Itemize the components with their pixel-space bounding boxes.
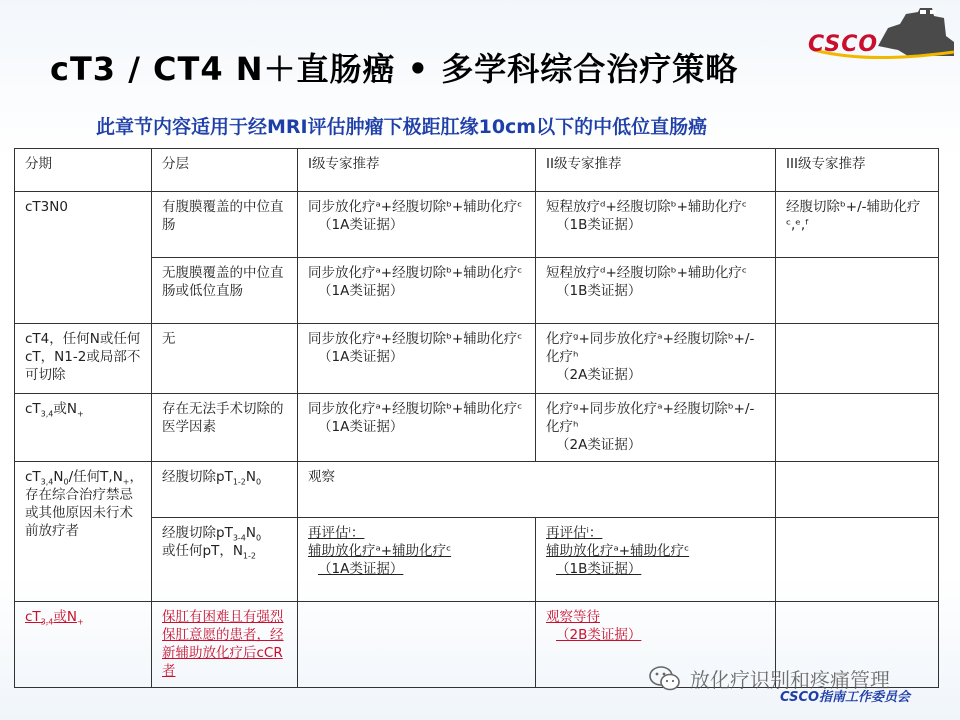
level1-cell — [298, 192, 536, 258]
evidence-text: （1B类证据） — [556, 283, 642, 299]
level2-cell — [536, 258, 776, 324]
level1-cell — [298, 394, 536, 462]
treatment-table — [14, 148, 939, 688]
evidence-text: （1A类证据） — [318, 561, 404, 577]
header-level2: II级专家推荐 — [536, 149, 776, 192]
rec-text: 辅助放化疗ᵃ+辅助化疗ᶜ — [546, 543, 690, 559]
evidence-text: （2B类证据） — [556, 627, 642, 643]
watermark-text: 放化疗识别和疼痛管理 — [690, 668, 890, 692]
level3-cell — [776, 324, 939, 394]
header-level3: III级专家推荐 — [776, 149, 939, 192]
level3-cell — [776, 394, 939, 462]
header-layer: 分层 — [152, 149, 298, 192]
table-row — [15, 324, 939, 394]
rec-text: 同步放化疗ᵃ+经腹切除ᵇ+辅助化疗ᶜ — [308, 199, 523, 215]
level2-cell — [536, 394, 776, 462]
rec-text: 观察等待 — [546, 609, 600, 625]
level3-cell — [776, 518, 939, 602]
rec-text: 短程放疗ᵈ+经腹切除ᵇ+辅助化疗ᶜ — [546, 265, 747, 281]
stage-cell: $cT_{3,4}$或$N_+$ — [15, 602, 152, 688]
evidence-text: （2A类证据） — [556, 367, 642, 383]
layer-cell: 有腹膜覆盖的中位直肠 — [152, 192, 298, 258]
evidence-text: （1A类证据） — [318, 349, 404, 365]
rec-text: 化疗ᵍ+同步放化疗ᵃ+经腹切除ᵇ+/-化疗ʰ — [546, 331, 755, 365]
layer-cell: 经腹切除$pT_{3-4}N_0$ 或任何pT，$N_{1-2}$ — [152, 518, 298, 602]
slide-title: cT3 / CT4 N＋直肠癌 • 多学科综合治疗策略 — [50, 50, 739, 88]
layer-cell: 无腹膜覆盖的中位直肠或低位直肠 — [152, 258, 298, 324]
header-stage: 分期 — [15, 149, 152, 192]
level3-cell — [776, 258, 939, 324]
layer-cell: 保肛有困难且有强烈保肛意愿的患者，经新辅助放化疗后cCR者 — [152, 602, 298, 688]
rec-text: 同步放化疗ᵃ+经腹切除ᵇ+辅助化疗ᶜ — [308, 401, 523, 417]
wechat-icon — [648, 664, 682, 694]
evidence-text: （1B类证据） — [556, 217, 642, 233]
level2-cell — [536, 192, 776, 258]
layer-cell: 存在无法手术切除的医学因素 — [152, 394, 298, 462]
evidence-text: （1A类证据） — [318, 419, 404, 435]
rec-text: 短程放疗ᵈ+经腹切除ᵇ+辅助化疗ᶜ — [546, 199, 747, 215]
rec-text: 同步放化疗ᵃ+经腹切除ᵇ+辅助化疗ᶜ — [308, 265, 523, 281]
stage-cell: $cT_{3,4}N_0/$任何$T,N_+$，存在综合治疗禁忌或其他原因未行术前放疗者 — [15, 462, 152, 602]
table-row — [15, 192, 939, 258]
table-row — [15, 258, 939, 324]
table-header-row — [15, 149, 939, 192]
level1-cell — [298, 258, 536, 324]
level1-cell: 观察 — [298, 462, 776, 518]
layer-cell: 经腹切除$pT_{1-2}N_0$ — [152, 462, 298, 518]
footer-text: CSCO指南工作委员会 — [780, 690, 911, 705]
table-row — [15, 518, 939, 602]
level3-cell: 经腹切除ᵇ+/-辅助化疗ᶜ,ᵉ,ᶠ — [776, 192, 939, 258]
layer-cell: 无 — [152, 324, 298, 394]
table-row — [15, 462, 939, 518]
level2-cell — [536, 324, 776, 394]
level1-cell — [298, 324, 536, 394]
reassess-label: 再评估ⁱ： — [308, 525, 365, 541]
evidence-text: （1A类证据） — [318, 283, 404, 299]
evidence-text: （1B类证据） — [556, 561, 642, 577]
logo-text: CSCO — [808, 32, 879, 57]
csco-logo — [808, 6, 958, 66]
level1-cell — [298, 602, 536, 688]
level3-cell — [776, 462, 939, 518]
slide-subtitle: 此章节内容适用于经MRI评估肿瘤下极距肛缘10cm以下的中低位直肠癌 — [96, 116, 708, 138]
level2-cell — [536, 518, 776, 602]
evidence-text: （2A类证据） — [556, 437, 642, 453]
reassess-label: 再评估ⁱ： — [546, 525, 603, 541]
stage-cell: $cT_{3,4}$或$N_+$ — [15, 394, 152, 462]
stage-cell: cT4，任何N或任何cT，N1-2或局部不可切除 — [15, 324, 152, 394]
rec-text: 辅助放化疗ᵃ+辅助化疗ᶜ — [308, 543, 452, 559]
table-row — [15, 394, 939, 462]
rec-text: 化疗ᵍ+同步放化疗ᵃ+经腹切除ᵇ+/-化疗ʰ — [546, 401, 755, 435]
rec-text: 同步放化疗ᵃ+经腹切除ᵇ+辅助化疗ᶜ — [308, 331, 523, 347]
evidence-text: （1A类证据） — [318, 217, 404, 233]
footer — [640, 660, 940, 716]
level1-cell — [298, 518, 536, 602]
header-level1: I级专家推荐 — [298, 149, 536, 192]
stage-cell: cT3N0 — [15, 192, 152, 324]
